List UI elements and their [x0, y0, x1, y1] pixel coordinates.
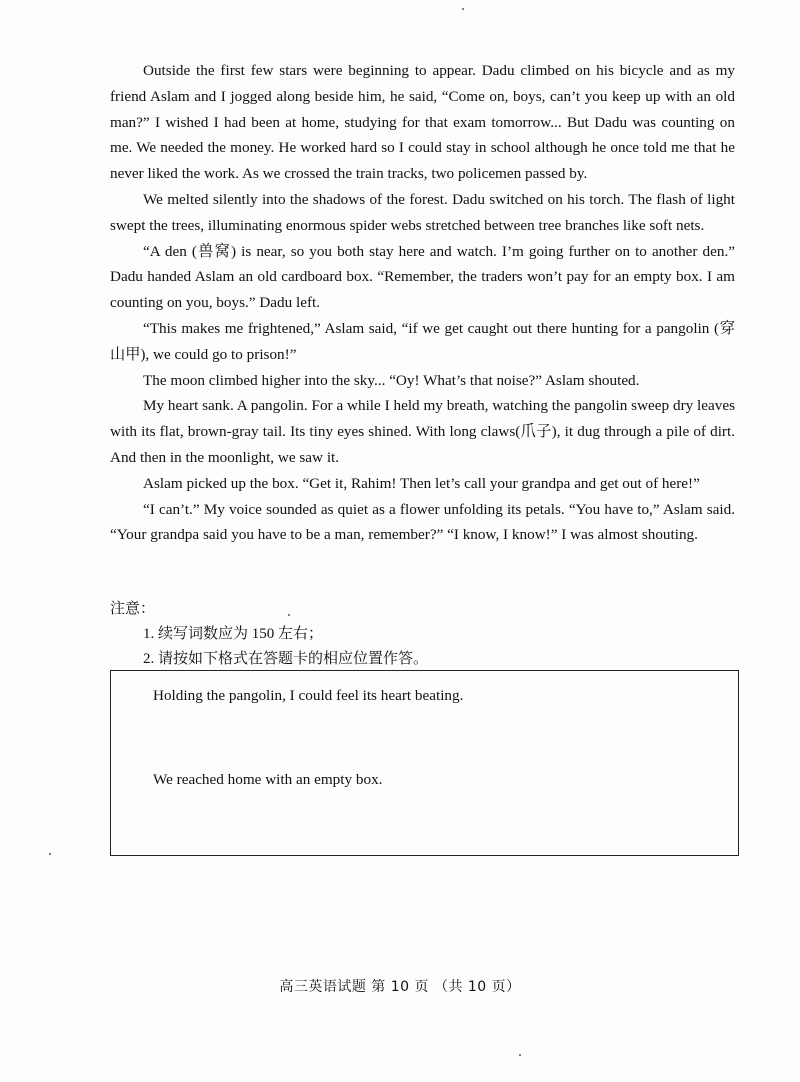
- scan-speck: [519, 1054, 521, 1056]
- notes-section: [110, 597, 735, 672]
- answer-first-line: Holding the pangolin, I could feel its heart beating.: [153, 687, 464, 704]
- story-paragraph: “I can’t.” My voice sounded as quiet as a flower unfolding its petals. “You have to,” Aslam said. “Your grandpa said you have to be a man, remember?” “I know, I know!” I was almost shouting.: [110, 500, 735, 544]
- note-item: 1. 续写词数应为 150 左右；: [143, 626, 324, 642]
- page-footer: 高三英语试题 第 10 页 （共 10 页）: [279, 979, 521, 995]
- story-text: [110, 58, 735, 548]
- story-paragraph: “This makes me frightened,” Aslam said, “if we get caught out there hunting for a pangolin (穿山甲), we could go to prison!”: [110, 319, 735, 363]
- story-paragraph: The moon climbed higher into the sky... “Oy! What’s that noise?” Aslam shouted.: [143, 371, 640, 389]
- scan-speck: [462, 8, 464, 10]
- answer-second-line: We reached home with an empty box.: [153, 771, 383, 788]
- story-paragraph: My heart sank. A pangolin. For a while I held my breath, watching the pangolin sweep dry leaves with its flat, brown-gray tail. Its tiny eyes shined. With long claws(爪子), it dug through a pile of dirt. And then in the moonlight, we saw it.: [110, 397, 735, 466]
- scan-speck: [49, 853, 51, 855]
- scan-speck: [288, 614, 290, 616]
- story-paragraph: Outside the first few stars were beginning to appear. Dadu climbed on his bicycle and as my friend Aslam and I jogged along beside him, he said, “Come on, boys, can’t you keep up with an old man?” I wished I had been at home, studying for that exam tomorrow... But Dadu was counting on me. We needed the money. He worked hard so I could stay in school although he once told me that he never liked the work. As we crossed the train tracks, two policemen passed by.: [110, 62, 735, 183]
- answer-box: [110, 670, 739, 856]
- story-paragraph: Aslam picked up the box. “Get it, Rahim! Then let’s call your grandpa and get out of here!”: [143, 474, 700, 492]
- story-paragraph: We melted silently into the shadows of the forest. Dadu switched on his torch. The flash of light swept the trees, illuminating enormous spider webs stretched between tree branches like soft nets.: [110, 190, 735, 234]
- notes-title: 注意：: [110, 601, 156, 617]
- story-paragraph: “A den (兽窝) is near, so you both stay here and watch. I’m going further on to another den.” Dadu handed Aslam an old cardboard box. “Remember, the traders won’t pay for an empty box. I am counting on you, boys.” Dadu left.: [110, 242, 735, 312]
- note-item: 2. 请按如下格式在答题卡的相应位置作答。: [143, 651, 429, 667]
